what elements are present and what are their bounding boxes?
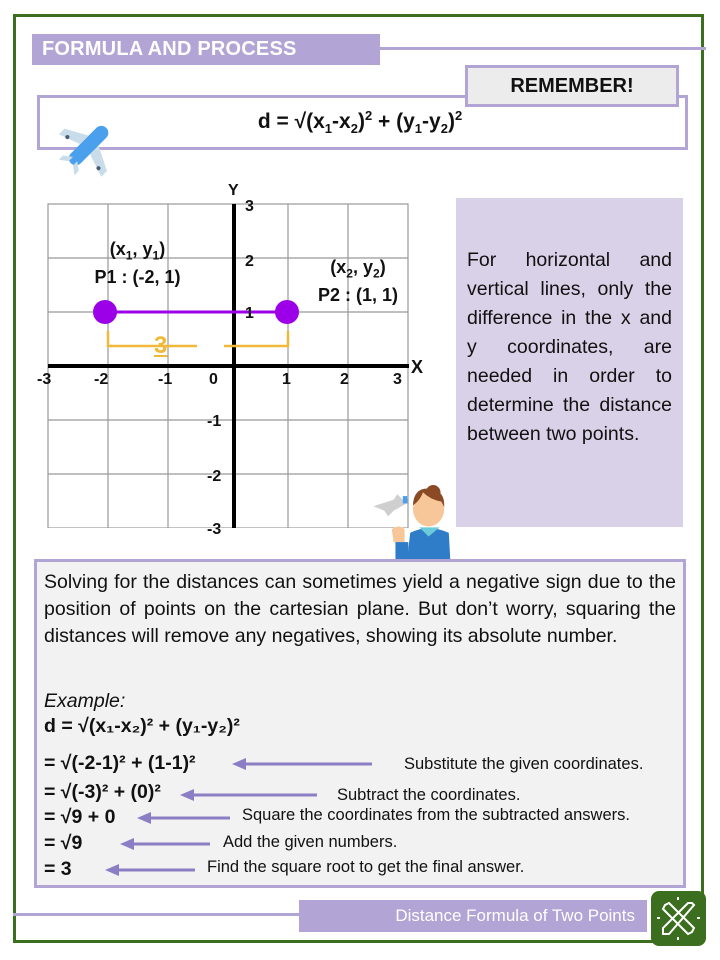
section-header: FORMULA AND PROCESS	[32, 34, 380, 65]
explanation-text: Solving for the distances can sometimes yield a negative sign due to the position of points on the cartesian plane. But don’t worry, squaring the distances will remove any negatives, showing its absolute number.	[44, 571, 676, 647]
footer-divider	[13, 913, 303, 916]
example-step-root: = 3	[44, 858, 72, 880]
example-step-add: = √9	[44, 832, 83, 854]
y-axis-label: Y	[228, 182, 239, 199]
example-step-substitute: = √(-2-1)² + (1-1)²	[44, 752, 196, 774]
step-description: Find the square root to get the final answer.	[207, 858, 525, 876]
y-tick: -3	[207, 521, 222, 538]
example-step-subtract: = √(-3)² + (0)²	[44, 781, 161, 803]
arrow-icon	[232, 758, 372, 770]
y-tick: -2	[207, 468, 222, 485]
flight-attendant-icon	[366, 474, 458, 566]
y-tick: 3	[245, 198, 254, 215]
step-description: Substitute the given coordinates.	[404, 755, 644, 773]
y-tick: -1	[207, 413, 222, 430]
arrow-icon	[120, 838, 210, 850]
step-description: Add the given numbers.	[223, 833, 398, 851]
x-tick: 2	[340, 371, 349, 388]
distance-label: 3	[154, 332, 168, 359]
pencil-ruler-icon	[651, 891, 706, 946]
badge	[651, 891, 706, 946]
example-label: Example:	[44, 690, 126, 712]
x-tick: 1	[282, 371, 291, 388]
x-tick: -2	[94, 371, 109, 388]
distance-formula: $d = √(x_1-x_2)^2 + (y_1-y_2)^2$	[257, 108, 463, 137]
example-step-square: = √9 + 0	[44, 806, 116, 828]
arrow-icon	[137, 812, 230, 824]
p2-label: ($x_2$, $y_2$) P2 : (1, 1)	[317, 257, 399, 305]
step-description: Subtract the coordinates.	[337, 786, 521, 804]
header-divider	[380, 47, 706, 50]
arrow-icon	[180, 789, 317, 801]
remember-note: For horizontal and vertical lines, only the difference in the x and y coordinates, are needed in order to determine the distance between two points.	[456, 198, 683, 527]
x-tick: -1	[158, 371, 173, 388]
p1-label: ($x_1$, $y_1$) P1 : (-2, 1)	[94, 239, 181, 287]
example-step-formula: d = √(x₁-x₂)² + (y₁-y₂)²	[44, 715, 240, 737]
x-axis-label: X	[411, 357, 424, 377]
x-tick: -3	[37, 371, 52, 388]
x-tick: 3	[393, 371, 402, 388]
y-tick: 2	[245, 253, 254, 270]
step-description: Square the coordinates from the subtracted answers.	[242, 806, 630, 824]
x-tick: 0	[209, 371, 218, 388]
arrow-icon	[105, 864, 195, 876]
footer-title: Distance Formula of Two Points	[299, 900, 647, 932]
y-tick: 1	[245, 305, 254, 322]
airplane-icon	[55, 112, 125, 182]
remember-tab: REMEMBER!	[465, 65, 679, 107]
